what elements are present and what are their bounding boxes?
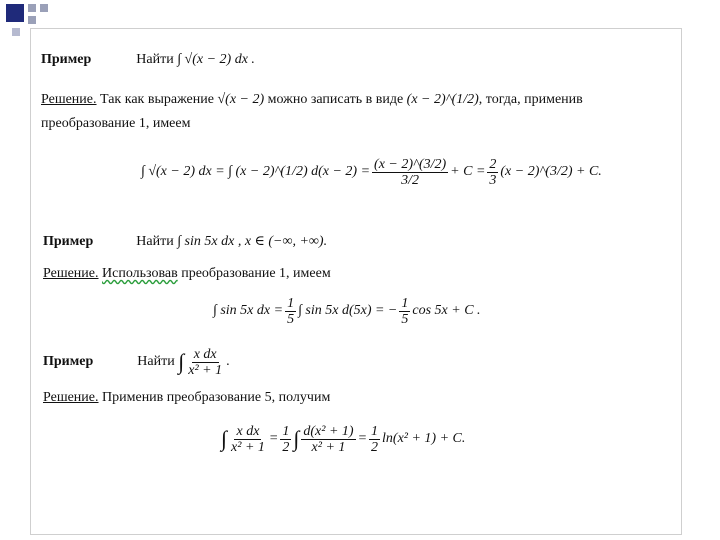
fraction <box>372 157 448 188</box>
fraction-denominator: x² + 1 <box>188 362 223 378</box>
solution-2-formula <box>213 289 481 333</box>
example-2 <box>43 233 327 251</box>
fraction-numerator: d(x² + 1) <box>303 423 354 439</box>
deco-square <box>28 4 36 12</box>
formula-part: ∫ √(x − 2) dx = ∫ (x − 2)^(1/2) d(x − 2) = <box>141 164 371 179</box>
fraction <box>186 347 224 378</box>
solution-text: преобразование 1, имеем <box>41 116 191 131</box>
integral-expression: ∫ sin 5x dx , x ∈ (−∞, +∞). <box>177 234 328 249</box>
solution-3-formula <box>221 417 465 461</box>
deco-square <box>40 4 48 12</box>
integral-sign: ∫ <box>178 349 185 374</box>
solution-1-line-1 <box>41 91 583 109</box>
example-1 <box>41 51 255 69</box>
fraction-denominator: 3/2 <box>401 172 420 188</box>
solution-label: Решение. <box>43 390 99 405</box>
deco-square <box>6 4 24 22</box>
fraction <box>301 424 355 455</box>
solution-text: Применив преобразование 5, получим <box>102 390 331 405</box>
solution-text: Так как выражение <box>100 92 214 107</box>
fraction-numerator: (x − 2)^(3/2) <box>374 156 447 172</box>
fraction-numerator: 1 <box>371 423 379 439</box>
document-page <box>30 28 682 535</box>
solution-1-formula <box>141 147 602 197</box>
fraction-numerator: 1 <box>287 295 295 311</box>
fraction <box>280 424 291 455</box>
punctuation: . <box>226 354 230 369</box>
example-3 <box>43 343 230 381</box>
fraction-numerator: x dx <box>236 423 260 439</box>
task-text: Найти <box>136 234 174 249</box>
fraction-denominator: 3 <box>489 172 497 188</box>
fraction-denominator: 2 <box>282 439 290 455</box>
example-label: Пример <box>41 52 92 67</box>
fraction-numerator: 2 <box>489 156 497 172</box>
solution-label: Решение. <box>43 266 99 281</box>
task-text: Найти <box>137 354 175 369</box>
math-expression: √(x − 2) <box>217 92 265 107</box>
fraction-denominator: 5 <box>287 311 295 327</box>
fraction-denominator: x² + 1 <box>231 439 265 455</box>
formula-part: cos 5x + C . <box>412 303 481 318</box>
solution-text: преобразование 1, имеем <box>181 266 331 281</box>
example-label: Пример <box>43 234 94 249</box>
fraction <box>369 424 380 455</box>
solution-1-line-2 <box>41 115 190 133</box>
deco-square <box>12 28 20 36</box>
equals-sign: = <box>268 431 279 446</box>
formula-part: ln(x² + 1) + C. <box>382 431 466 446</box>
fraction-denominator: x² + 1 <box>311 439 346 455</box>
math-expression: (x − 2)^(1/2) <box>406 92 479 107</box>
fraction-denominator: 5 <box>401 311 409 327</box>
fraction-numerator: x dx <box>193 346 217 362</box>
solution-label: Решение. <box>41 92 97 107</box>
formula-part: (x − 2)^(3/2) + C. <box>500 164 602 179</box>
example-label: Пример <box>43 354 94 369</box>
fraction <box>285 296 296 327</box>
fraction-numerator: 1 <box>282 423 290 439</box>
solution-text: , тогда, применив <box>478 92 583 107</box>
fraction <box>229 424 267 455</box>
formula-part: + C = <box>450 164 486 179</box>
integral-expression: ∫ √(x − 2) dx . <box>177 52 255 67</box>
fraction <box>487 157 498 188</box>
solution-text: можно записать в виде <box>267 92 404 107</box>
deco-square <box>28 16 36 24</box>
fraction-denominator: 2 <box>371 439 379 455</box>
equals-sign: = <box>357 431 368 446</box>
formula-part: ∫ sin 5x dx = <box>213 303 284 318</box>
solution-3-line-1 <box>43 389 330 407</box>
integral-sign: ∫ <box>293 426 300 451</box>
fraction <box>399 296 410 327</box>
solution-2-line-1 <box>43 265 331 283</box>
formula-part: ∫ sin 5x d(5x) = − <box>298 303 398 318</box>
underlined-word: Использовав <box>102 266 178 281</box>
integral-sign: ∫ <box>221 426 228 451</box>
task-text: Найти <box>136 52 174 67</box>
fraction-numerator: 1 <box>401 295 409 311</box>
